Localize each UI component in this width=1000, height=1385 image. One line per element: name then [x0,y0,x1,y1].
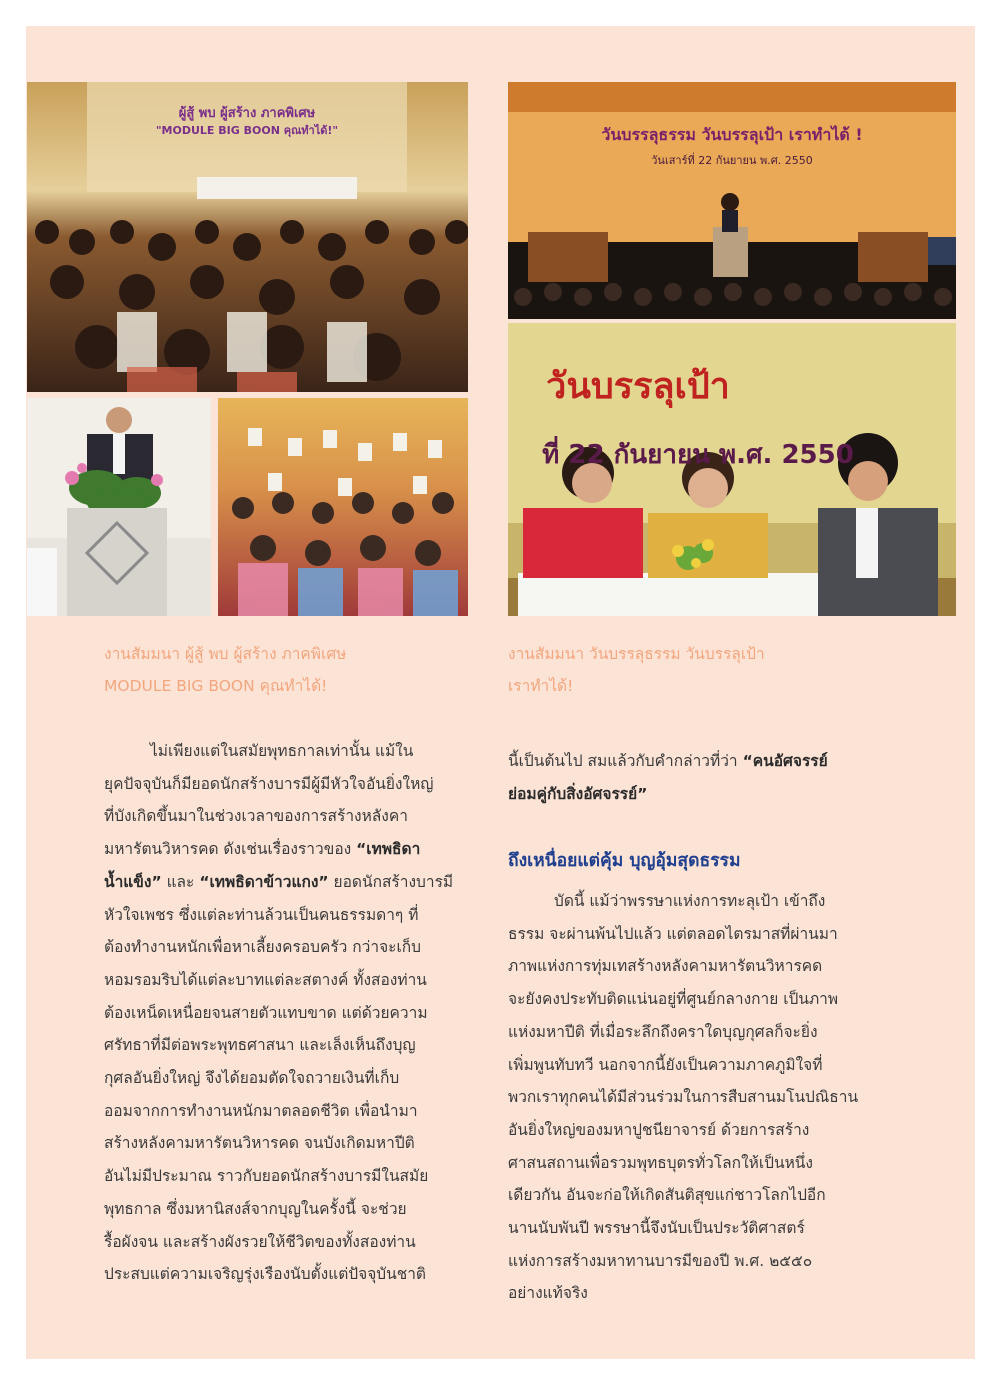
body-line: ต้องทำงานหนักเพื่อหาเลี้ยงครอบครัว กว่าจะเก็บ [104,938,422,957]
highlight-quote: ย่อมคู่กับสิ่งอัศจรรย์” [508,784,648,803]
body-line [508,745,872,778]
body-line: ธรรม จะผ่านพ้นไปแล้ว แต่ตลอดไตรมาสที่ผ่านมา [508,924,838,943]
body-line: อย่างแท้จริง [508,1284,588,1303]
body-line: นานนับพันปี พรรษานี้จึงนับเป็นประวัติศาสตร์ [508,1219,805,1238]
body-line: อันไม่มีประมาณ ราวกับยอดนักสร้างบารมีในสมัย [104,1167,429,1186]
body-line: บัดนี้ แม้ว่าพรรษาแห่งการทะลุเป้า เข้าถึง [554,892,826,910]
body-line: ภาพแห่งการทุ่มเทสร้างหลังคามหารัตนวิหารคด [508,957,823,976]
highlight-name: “เทพธิดา [356,840,421,859]
body-line: แห่งมหาปีติ ที่เมื่อระลึกถึงคราใดบุญกุศลก็จะยิ่ง [508,1022,818,1041]
banner-text: วันบรรลุธรรม วันบรรลุเป้า เราทำได้ ! [601,125,863,144]
highlight-name: “เทพธิดาข้าวแกง” [199,872,329,891]
body-line: สร้างหลังคามหารัตนวิหารคด จนบังเกิดมหาปีติ [104,1134,415,1153]
photo-seminar-audience [27,82,468,392]
body-text: ยอดนักสร้างบารมี [328,872,454,891]
body-line: กุศลอันยิ่งใหญ่ จึงได้ยอมตัดใจถวายเงินที่เก็บ [104,1069,400,1088]
body-line: ต้องเหน็ดเหนื่อยจนสายตัวแทบขาด แต่ด้วยความ [104,1003,428,1022]
caption-left [104,638,346,702]
body-line: อันยิ่งใหญ่ของมหาปูชนียาจารย์ ด้วยการสร้าง [508,1120,810,1139]
body-line: เพิ่มพูนทับทวี นอกจากนี้ยังเป็นความภาคภูมิใจที่ [508,1055,823,1074]
section-heading: ถึงเหนื่อยแต่คุ้ม บุญอุ้มสุดธรรม [508,851,741,871]
body-line: ศรัทธาที่มีต่อพระพุทธศาสนา และเล็งเห็นถึงบุญ [104,1036,416,1055]
body-line [104,866,468,899]
body-line: ยุคปัจจุบันก็มียอดนักสร้างบารมีผู้มีหัวใจอันยิ่งใหญ่ [104,774,434,793]
body-line: เดียวกัน อันจะก่อให้เกิดสันติสุขแก่ชาวโลกไปอีก [508,1186,826,1205]
banner-subtext: "MODULE BIG BOON คุณทำได้!" [155,124,339,137]
body-line: แห่งการสร้างมหาทานบารมีของปี พ.ศ. ๒๕๕๐ [508,1251,813,1270]
body-line [508,778,872,811]
body-line: หอมรอมริบได้แต่ละบาทแต่ละสตางค์ ทั้งสองท่าน [104,970,427,989]
body-line [104,833,468,866]
body-line: หัวใจเพชร ซึ่งแต่ละท่านล้วนเป็นคนธรรมดาๆ ที่ [104,905,419,924]
caption-right-line-2: เราทำได้! [508,677,574,695]
banner-subtext: วันเสาร์ที่ 22 กันยายน พ.ศ. 2550 [651,154,813,167]
body-line: จะยังคงประทับติดแน่นอยู่ที่ศูนย์กลางกาย เป็นภาพ [508,990,839,1009]
caption-right-line-1: งานสัมมนา วันบรรลุธรรม วันบรรลุเป้า [508,645,765,663]
right-text-column [508,885,872,1310]
body-line: รื้อผังจน และสร้างผังรวยให้ชีวิตของทั้งสองท่าน [104,1232,416,1251]
banner-subtext: ที่ 22 กันยายน พ.ศ. 2550 [542,440,854,470]
right-text-column-intro [508,745,872,810]
body-line: ประสบแต่ความเจริญรุ่งเรืองนับตั้งแต่ปัจจุบันชาติ [104,1265,426,1284]
highlight-name: น้ำแข็ง” [104,872,162,891]
photo-stage-speaker [508,82,956,319]
body-text: และ [161,872,200,891]
caption-left-line-1: งานสัมมนา ผู้สู้ พบ ผู้สร้าง ภาคพิเศษ [104,645,347,663]
body-line: ออมจากการทำงานหนักมาตลอดชีวิต เพื่อนำมา [104,1101,418,1120]
photo-panel-discussion [508,323,956,616]
photo-audience-waving [218,398,468,616]
body-line: ที่บังเกิดขึ้นมาในช่วงเวลาของการสร้างหลังคา [104,807,408,826]
body-text: มหารัตนวิหารคด ดังเช่นเรื่องราวของ [104,840,357,859]
caption-left-line-2: MODULE BIG BOON คุณทำได้! [104,677,328,695]
body-text: นี้เป็นต้นไป สมแล้วกับคำกล่าวที่ว่า [508,752,743,770]
left-text-column [104,735,468,1291]
body-line: พุทธกาล ซึ่งมหานิสงส์จากบุญในครั้งนี้ จะช่วย [104,1199,407,1218]
highlight-quote: “คนอัศจรรย์ [742,752,828,770]
caption-right [508,638,765,702]
banner-text: ผู้สู้ พบ ผู้สร้าง ภาคพิเศษ [178,106,316,121]
photo-podium-speaker [27,398,211,616]
body-line: ศาสนสถานเพื่อรวมพุทธบุตรทั่วโลกให้เป็นหนึ่ง [508,1153,813,1172]
body-line: ไม่เพียงแต่ในสมัยพุทธกาลเท่านั้น แม้ใน [150,742,414,760]
body-line: พวกเราทุกคนได้มีส่วนร่วมในการสืบสานมโนปณิธาน [508,1088,859,1107]
banner-text: วันบรรลุเป้า [546,366,730,407]
